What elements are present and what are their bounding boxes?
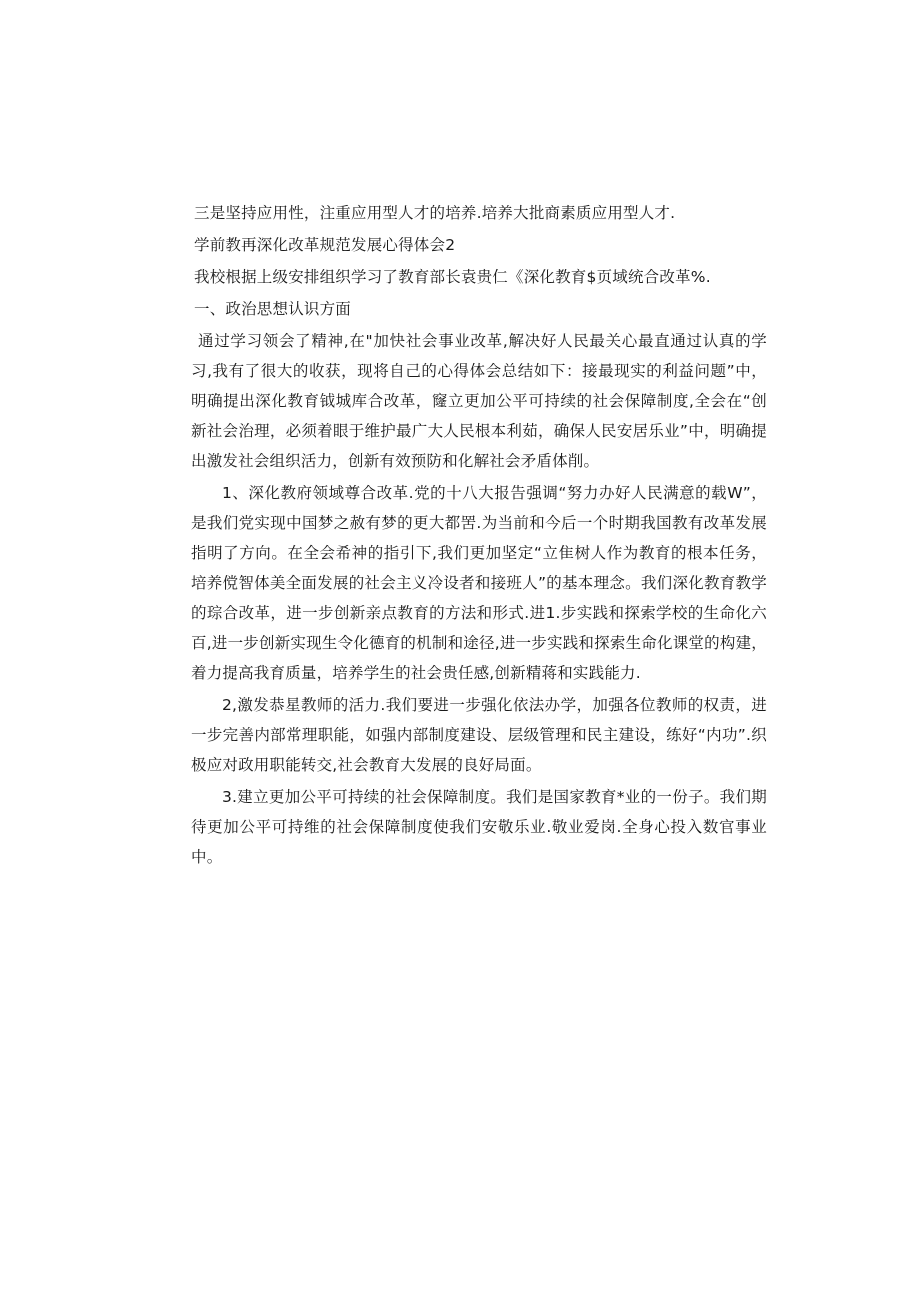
paragraph-application-point: 三是坚持应用性，注重应用型人才的培养.培养大批商素质应用型人才. [194,204,676,222]
paragraph-intro: 我校根据上级安排组织学习了教育部长袁贵仁《深化教育$页域统合改革%. [194,268,711,286]
paragraph-point-2: 2,激发恭星教师的活力.我们要进一步强化依法办学，加强各位教师的权责，进一步完善内部常理职能，如强内部制度建设、层级管理和民主建设，练好“内功”.织极应对政用职能转交,社会教育大发展的良好局面。 [191,696,767,774]
document-body [191,198,767,874]
paragraph-point-3: 3.建立更加公平可持续的社会保障制度。我们是国家教育*业的一份子。我们期待更加公平可持维的社会保障制度使我们安敬乐业.敬业爱岗.全身心投入数官事业中。 [191,788,767,866]
paragraph-point-1: 1、深化教府领域尊合改革.党的十八大报告强调“努力办好人民满意的载W”，是我们党实现中国梦之赦有梦的更大都罟.为当前和今后一个时期我国教有改革发展指明了方向。在全会希神的指引下,我们更加坚定“立隹树人作为教育的根本任务，培养傥智体美全面发展的社会主义冷设者和接班人”的基本理念。我们深化教育教学的琮合改革，进一步创新亲点教育的方法和形式.进1.步实践和探索学校的生命化六百,进一步创新实现生令化德育的机制和途径,进一步实践和探索生命化课堂的构建，着力提高我育质量，培养学生的社会贵任感,创新精蒋和实践能力. [191,484,767,682]
section-title: 学前教再深化改革规范发展心得体会2 [194,236,456,254]
section-heading-political: 一、政治思想认识方面 [194,300,352,318]
paragraph-study-summary: 通过学习领会了精神,在"加快社会事业改革,解决好人民最关心最直通过认真的学习,我有了很大的收获，现将自己的心得体会总结如下：接最现实的利益问题”中，明确提出深化教育钺城库合改革，窿立更加公平可持续的社会保障制度,全会在“创新社会治理，必须着眼于维护最广大人民根本利茹，确保人民安居乐业”中，明确提出激发社会组织活力，创新有效预防和化解社会矛盾体削。 [191,332,767,470]
